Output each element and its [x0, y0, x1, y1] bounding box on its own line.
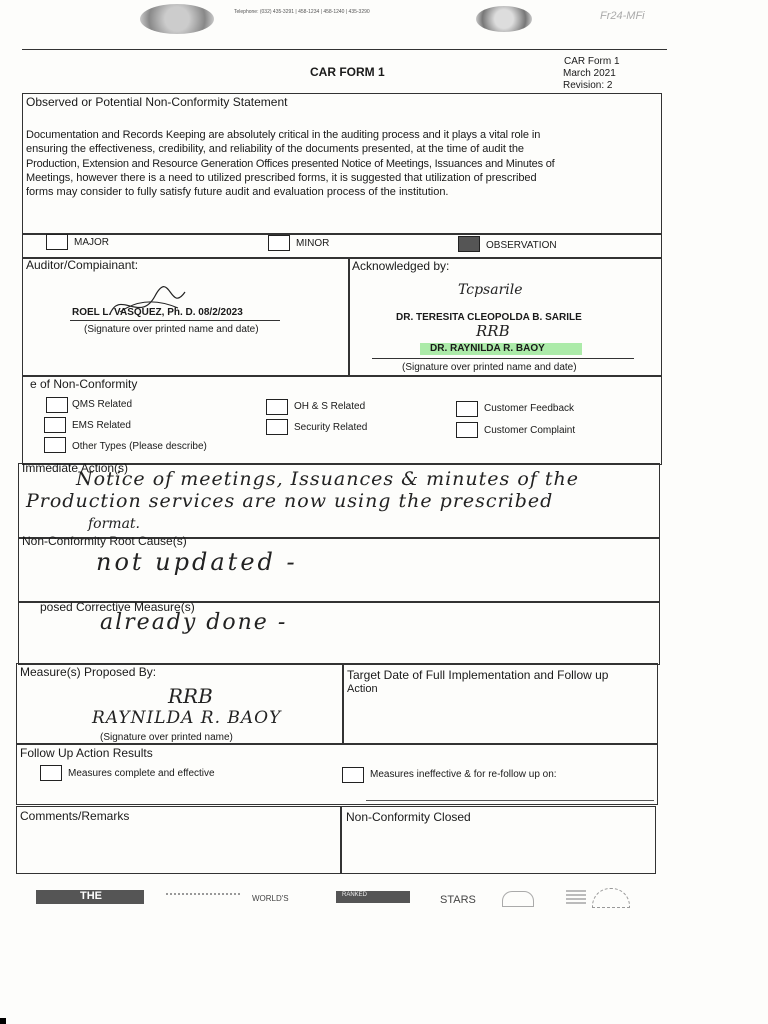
measures-complete-checkbox[interactable] [40, 765, 62, 781]
type-label: e of Non-Conformity [30, 377, 138, 391]
mountain-logo [502, 891, 534, 907]
acknowledger-1-signature: Tcpsarile [458, 282, 523, 298]
followup-date-line [366, 800, 654, 801]
form-revision: Revision: 2 [563, 80, 613, 91]
auditor-caption: (Signature over printed name and date) [84, 324, 259, 335]
auditor-sign-line [70, 320, 280, 321]
proposed-by-caption: (Signature over printed name) [100, 732, 233, 743]
acknowledged-label: Acknowledged by: [352, 259, 450, 273]
statement-line-3: Production, Extension and Resource Generation Offices presented Notice of Meetings, Issuances and Minutes of [26, 158, 555, 170]
the-logo-text: THE [80, 890, 102, 902]
customer-feedback-label: Customer Feedback [484, 403, 575, 414]
customer-feedback-checkbox[interactable] [456, 401, 478, 417]
statement-line-4: Meetings, however there is a need to utilized prescribed forms, it is suggested that utilization of prescribed [26, 172, 537, 184]
qms-checkbox[interactable] [46, 397, 68, 413]
management-system-logo [566, 890, 586, 904]
corrective-label: posed Corrective Measure(s) [40, 600, 195, 614]
bottom-edge-mark [0, 1018, 6, 1024]
form-code: CAR Form 1 [564, 56, 620, 67]
security-label: Security Related [294, 422, 368, 433]
auditor-label: Auditor/Compiainant: [26, 258, 139, 272]
root-cause-label: Non-Conformity Root Cause(s) [22, 534, 187, 548]
proposed-by-initials: RRB [168, 684, 213, 708]
ems-checkbox[interactable] [44, 417, 66, 433]
observation-label: OBSERVATION [486, 240, 557, 251]
immediate-text-1: Notice of meetings, Issuances & minutes of the [76, 468, 579, 490]
ohs-label: OH & S Related [294, 401, 366, 412]
minor-checkbox[interactable] [268, 235, 290, 251]
acknowledger-1-name: DR. TERESITA CLEOPOLDA B. SARILE [396, 312, 582, 323]
statement-label: Observed or Potential Non-Conformity Statement [26, 95, 288, 109]
minor-label: MINOR [296, 238, 330, 249]
proposed-by-name: RAYNILDA R. BAOY [92, 708, 282, 728]
university-rankings-logo [166, 893, 240, 903]
form-title: CAR FORM 1 [310, 65, 385, 79]
statement-line-2: ensuring the effectiveness, credibility, and reliability of the documents presented, at the time of audit the [26, 143, 524, 155]
acknowledged-caption: (Signature over printed name and date) [402, 362, 577, 373]
auditor-name: ROEL L. VASQUEZ, Ph. D. 08/2/2023 [72, 307, 243, 318]
header-rule [22, 49, 667, 50]
measures-ineffective-label: Measures ineffective & for re-follow up on: [370, 769, 557, 780]
certification-seal-logo [476, 6, 532, 32]
other-label: Other Types (Please describe) [72, 441, 207, 452]
measures-ineffective-checkbox[interactable] [342, 767, 364, 783]
target-label-1: Target Date of Full Implementation and Follow up [347, 668, 609, 682]
comments-label: Comments/Remarks [20, 809, 130, 823]
ranked-logo-text: RANKED [342, 892, 368, 898]
root-cause-text: not updated - [96, 548, 298, 576]
qms-label: QMS Related [72, 399, 133, 410]
form-date: March 2021 [563, 68, 616, 79]
immediate-text-3: format. [88, 516, 141, 532]
statement-line-1: Documentation and Records Keeping are absolutely critical in the auditing process and it plays a vital role in [26, 129, 541, 141]
proposed-by-label: Measure(s) Proposed By: [20, 665, 157, 679]
major-label: MAJOR [74, 237, 109, 248]
closed-label: Non-Conformity Closed [346, 810, 471, 824]
globe-logo [592, 888, 630, 908]
worlds-logo-text: WORLD'S [252, 894, 289, 903]
observation-checkbox[interactable] [458, 236, 480, 252]
target-label-2: Action [347, 683, 378, 695]
followup-label: Follow Up Action Results [20, 746, 153, 760]
corrective-text: already done - [100, 610, 288, 635]
corner-mark: Fr24-MFi [600, 10, 645, 22]
contact-line: Telephone: (032) 435-3291 | 458-1234 | 458-1240 | 435-3290 [234, 9, 370, 15]
security-checkbox[interactable] [266, 419, 288, 435]
auditor-signature [100, 284, 190, 324]
acknowledger-2-name: DR. RAYNILDA R. BAOY [430, 343, 545, 354]
university-seal-logo [140, 4, 214, 34]
measures-complete-label: Measures complete and effective [68, 768, 215, 779]
ohs-checkbox[interactable] [266, 399, 288, 415]
major-checkbox[interactable] [46, 234, 68, 250]
ems-label: EMS Related [72, 420, 131, 431]
customer-complaint-checkbox[interactable] [456, 422, 478, 438]
classification-row [22, 233, 662, 259]
stars-logo-text: STARS [440, 894, 476, 906]
acknowledged-sign-line [372, 358, 634, 359]
statement-line-5: forms may consider to fully satisfy future audit and evaluation process of the institution. [26, 186, 449, 198]
other-checkbox[interactable] [44, 437, 66, 453]
acknowledger-2-signature: RRB [476, 322, 510, 340]
immediate-text-2: Production services are now using the prescribed [26, 490, 554, 512]
customer-complaint-label: Customer Complaint [484, 425, 576, 436]
immediate-label: Immediate Action(s) [22, 461, 129, 475]
